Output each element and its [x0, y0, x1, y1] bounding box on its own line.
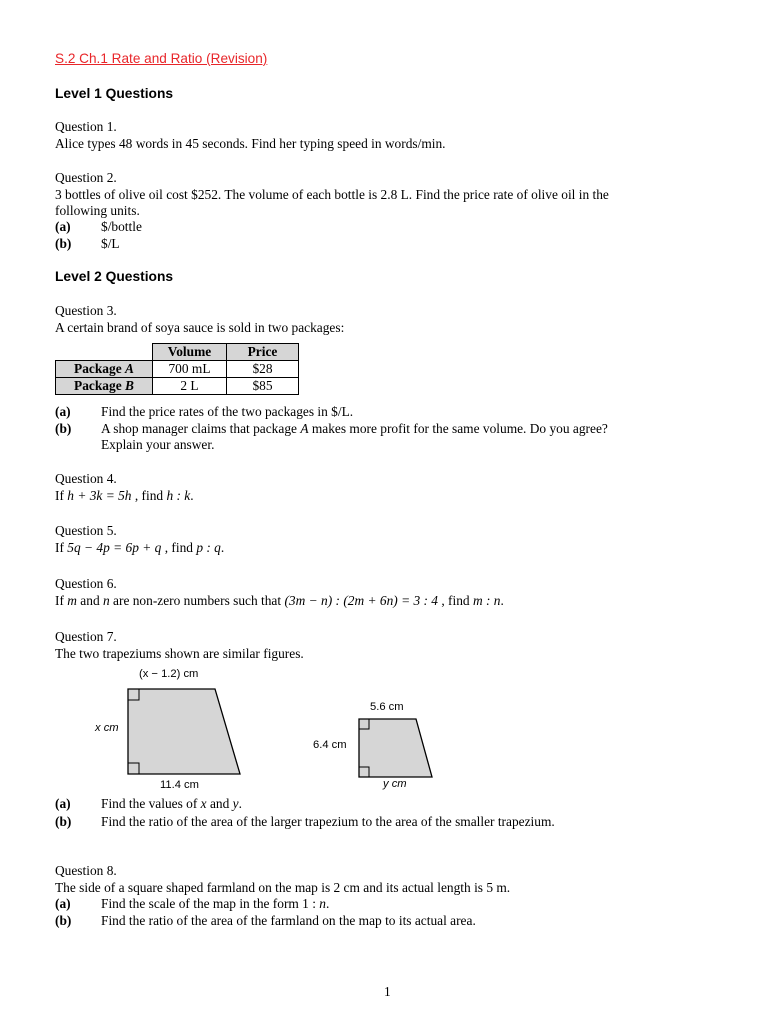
text-pre: If: [55, 488, 68, 503]
package-name-prefix: Package: [74, 361, 125, 376]
package-table: [55, 343, 299, 395]
text-end: .: [238, 796, 242, 811]
table-header-price: Price: [227, 344, 299, 361]
large-right-angle-top: [128, 689, 139, 700]
label-top-small: 5.6 cm: [370, 701, 404, 713]
question-4-text: [55, 488, 194, 505]
question-7-label: Question 7.: [55, 629, 117, 644]
level-2-heading: Level 2 Questions: [55, 269, 174, 284]
question-3-text: A certain brand of soya sauce is sold in two packages:: [55, 320, 345, 335]
package-name-var: B: [125, 378, 134, 393]
var-n: n: [102, 593, 110, 608]
text-end: .: [220, 540, 225, 555]
table-cell-volume: 2 L: [153, 378, 227, 395]
label-top-large: (x − 1.2) cm: [139, 668, 199, 680]
part-label: (b): [55, 236, 72, 251]
part-text: [101, 421, 608, 438]
table-row-header: [56, 378, 153, 395]
text-pre: Find the scale of the map in the form 1 :: [101, 896, 320, 911]
equation: h + 3k = 5h: [67, 488, 132, 503]
question-3-label: Question 3.: [55, 303, 117, 318]
small-right-angle-top: [359, 719, 369, 729]
table-row-header: [56, 361, 153, 378]
text-end: .: [190, 488, 194, 503]
part-label: (b): [55, 814, 72, 829]
var-x: x: [200, 796, 207, 811]
table-cell-price: $85: [227, 378, 299, 395]
table-header-volume: Volume: [153, 344, 227, 361]
ratio: p : q: [196, 540, 221, 555]
var-m: m: [67, 593, 77, 608]
part-text: [101, 796, 242, 813]
part-text: $/L: [101, 236, 120, 251]
question-2-text-line1: 3 bottles of olive oil cost $252. The volume of each bottle is 2.8 L. Find the price rate of olive oil in the: [55, 187, 609, 202]
equation: (3m − n) : (2m + 6n) = 3 : 4: [284, 593, 439, 608]
table-cell-volume: 700 mL: [153, 361, 227, 378]
table-cell-price: $28: [227, 361, 299, 378]
label-bottom-large: 11.4 cm: [160, 779, 199, 791]
ratio: m : n: [472, 593, 501, 608]
text-end: .: [326, 896, 330, 911]
part-label: (a): [55, 219, 71, 234]
package-name-prefix: Package: [74, 378, 125, 393]
text-and: and: [76, 593, 103, 608]
part-label: (b): [55, 913, 72, 928]
question-8-text: The side of a square shaped farmland on the map is 2 cm and its actual length is 5 m.: [55, 880, 511, 895]
table-row: [56, 361, 299, 378]
large-right-angle-bottom: [128, 763, 139, 774]
label-side-small: 6.4 cm: [313, 739, 347, 751]
question-1-text: Alice types 48 words in 45 seconds. Find her typing speed in words/min.: [55, 136, 446, 151]
text-find: , find: [438, 593, 473, 608]
small-trapezium: [359, 719, 432, 777]
question-8-label: Question 8.: [55, 863, 117, 878]
equation: 5q − 4p = 6p + q: [67, 540, 162, 555]
table-corner: [56, 344, 153, 361]
question-5-label: Question 5.: [55, 523, 117, 538]
table-row: [56, 378, 299, 395]
part-label: (a): [55, 796, 71, 811]
text-mid: , find: [161, 540, 197, 555]
part-text: [101, 896, 329, 913]
question-3-part-b-line2: Explain your answer.: [101, 437, 215, 452]
text-mid: are non-zero numbers such that: [109, 593, 285, 608]
part-label: (b): [55, 421, 72, 436]
question-4-label: Question 4.: [55, 471, 117, 486]
part-text: Find the ratio of the area of the larger trapezium to the area of the smaller trapezium.: [101, 814, 555, 829]
package-name-var: A: [125, 361, 134, 376]
part-label: (a): [55, 404, 71, 419]
question-2-text-line2: following units.: [55, 203, 140, 218]
question-6-text: [55, 593, 504, 610]
part-label: (a): [55, 896, 71, 911]
part-text-var: A: [300, 421, 309, 436]
label-side-large: x cm: [95, 722, 119, 734]
text-pre: Find the values of: [101, 796, 201, 811]
var-n: n: [319, 896, 326, 911]
small-right-angle-bottom: [359, 767, 369, 777]
large-trapezium: [128, 689, 240, 774]
part-text: $/bottle: [101, 219, 142, 234]
part-text: Find the ratio of the area of the farmland on the map to its actual area.: [101, 913, 476, 928]
part-text-post: makes more profit for the same volume. Do you agree?: [308, 421, 608, 436]
text-and: and: [206, 796, 233, 811]
page-title: S.2 Ch.1 Rate and Ratio (Revision): [55, 51, 268, 66]
question-1-label: Question 1.: [55, 119, 117, 134]
page-number: 1: [384, 984, 391, 999]
part-text-pre: A shop manager claims that package: [101, 421, 301, 436]
text-mid: , find: [131, 488, 167, 503]
part-text: Find the price rates of the two packages in $/L.: [101, 404, 354, 419]
level-1-heading: Level 1 Questions: [55, 86, 174, 101]
text-pre: If: [55, 540, 68, 555]
text-pre: If: [55, 593, 68, 608]
var-y: y: [232, 796, 239, 811]
label-bottom-small: y cm: [383, 778, 407, 790]
table-header-row: [56, 344, 299, 361]
question-5-text: [55, 540, 224, 557]
question-2-label: Question 2.: [55, 170, 117, 185]
question-7-text: The two trapeziums shown are similar figures.: [55, 646, 304, 661]
text-end: .: [500, 593, 504, 608]
ratio: h : k: [166, 488, 191, 503]
question-6-label: Question 6.: [55, 576, 117, 591]
